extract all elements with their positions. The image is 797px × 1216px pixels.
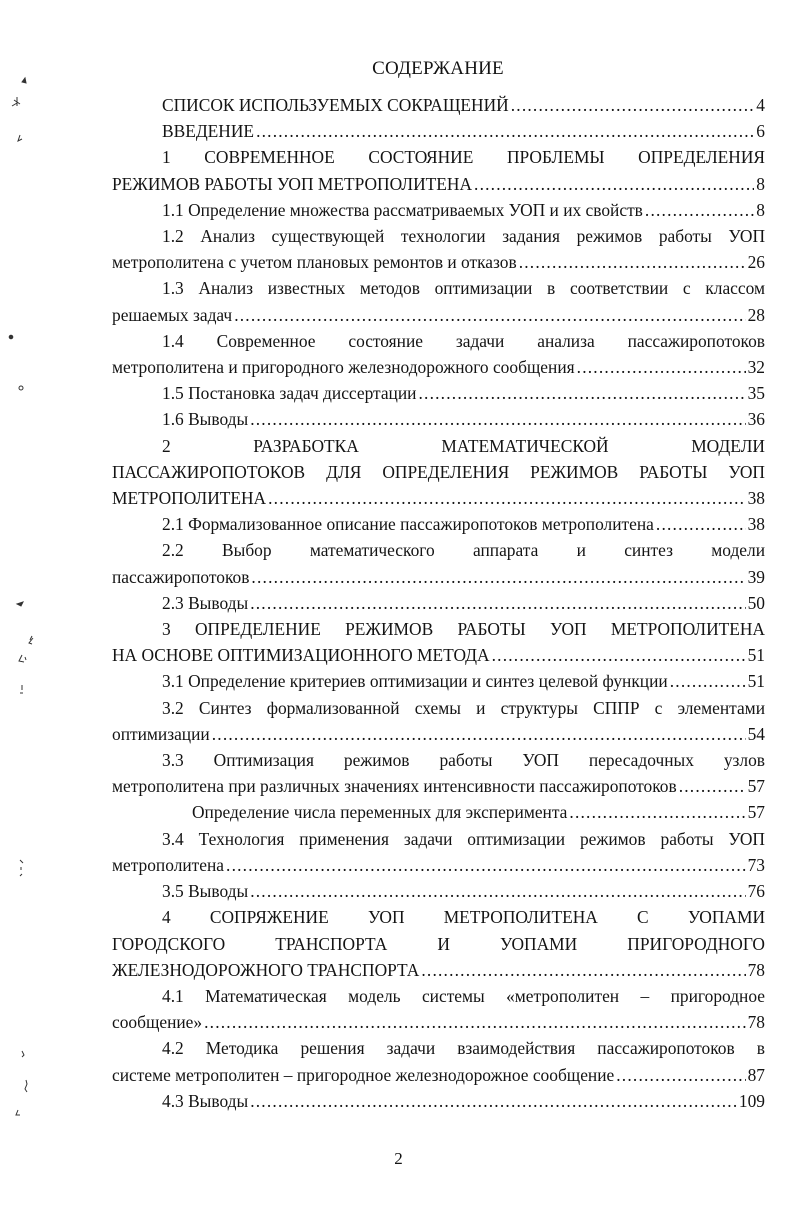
dot-leader <box>251 564 745 590</box>
speck <box>20 860 23 876</box>
toc-entry-text: метрополитена <box>112 854 225 875</box>
toc-entry-text: 3.5 Выводы <box>162 881 249 902</box>
toc-entry-text: 1.3 Анализ известных методов оптимизации в соответствии с классом <box>162 278 765 299</box>
speck <box>29 636 33 644</box>
toc-page-number: 38 <box>747 514 765 535</box>
toc-entry <box>112 747 765 799</box>
toc-page-number: 38 <box>747 488 765 509</box>
toc-page-number: 78 <box>747 959 765 980</box>
speck <box>19 655 26 662</box>
toc-page-number: 6 <box>756 121 765 142</box>
toc-entry-leader-line <box>112 564 765 590</box>
speck <box>18 135 22 141</box>
dot-leader <box>679 773 746 799</box>
toc-entry-text: 4.1 Математическая модель системы «метрополитен – пригородное <box>162 985 765 1006</box>
toc-entry <box>112 904 765 983</box>
toc-entry-leader-line <box>112 511 765 537</box>
toc-entry <box>112 668 765 694</box>
toc-entry-text: 1.4 Современное состояние задачи анализа пассажиропотоков <box>162 330 765 351</box>
toc-entry-text: 3.1 Определение критериев оптимизации и синтез целевой функции <box>162 671 668 692</box>
toc-entry <box>112 380 765 406</box>
toc-page-number: 73 <box>747 854 765 875</box>
dot-leader <box>250 406 745 432</box>
toc-entry <box>112 511 765 537</box>
dot-leader <box>421 957 745 983</box>
speck <box>19 386 23 390</box>
dot-leader <box>250 590 745 616</box>
toc-entry-text: метрополитена при различных значениях интенсивности пассажиропотоков <box>112 776 677 797</box>
toc-page-number: 32 <box>747 357 765 378</box>
toc-page-number: 28 <box>747 304 765 325</box>
toc-entry-text: Определение числа переменных для эксперимента <box>192 802 568 823</box>
toc-entry <box>112 328 765 380</box>
toc-entry-leader-line <box>112 197 765 223</box>
toc-entry <box>112 616 765 668</box>
speck <box>9 335 13 339</box>
speck <box>16 1110 20 1115</box>
speck <box>20 685 23 693</box>
dot-leader <box>474 171 754 197</box>
toc-page-number: 57 <box>747 776 765 797</box>
toc-entry-text: ПАССАЖИРОПОТОКОВ ДЛЯ ОПРЕДЕЛЕНИЯ РЕЖИМОВ РАБОТЫ УОП <box>112 461 765 482</box>
toc-entry-text: 2 РАЗРАБОТКА МАТЕМАТИЧЕСКОЙ МОДЕЛИ <box>162 435 765 456</box>
toc-entry-text: 2.2 Выбор математического аппарата и синтез модели <box>162 540 765 561</box>
toc-entry-leader-line <box>112 852 765 878</box>
toc-page-number: 39 <box>747 566 765 587</box>
dot-leader <box>418 380 745 406</box>
toc-entry-text: решаемых задач <box>112 304 233 325</box>
speck <box>22 78 26 83</box>
toc-entry-leader-line <box>112 92 765 118</box>
toc-page-number: 26 <box>747 252 765 273</box>
speck <box>22 1051 24 1057</box>
speck <box>12 97 20 106</box>
toc-entry-leader-line <box>112 799 765 825</box>
dot-leader <box>268 485 745 511</box>
toc-page-number: 78 <box>747 1012 765 1033</box>
toc-entry <box>112 197 765 223</box>
table-of-contents <box>112 92 765 1114</box>
toc-entry-text: 3.2 Синтез формализованной схемы и структуры СППР с элементами <box>162 697 765 718</box>
toc-entry-text: СПИСОК ИСПОЛЬЗУЕМЫХ СОКРАЩЕНИЙ <box>162 95 509 115</box>
toc-entry-text: 1.2 Анализ существующей технологии задания режимов работы УОП <box>162 226 765 247</box>
toc-entry-text: метрополитена с учетом плановых ремонтов и отказов <box>112 252 517 273</box>
dot-leader <box>577 354 746 380</box>
toc-entry-text: 1.5 Постановка задач диссертации <box>162 383 417 404</box>
toc-entry-leader-line <box>112 302 765 328</box>
toc-entry <box>112 433 765 512</box>
toc-page-number: 87 <box>747 1064 765 1085</box>
toc-entry-leader-line <box>112 171 765 197</box>
toc-entry <box>112 983 765 1035</box>
toc-page-number: 8 <box>756 199 765 220</box>
toc-entry-leader-line <box>112 354 765 380</box>
toc-entry-text: 2.3 Выводы <box>162 592 249 613</box>
toc-entry <box>112 406 765 432</box>
toc-entry <box>112 118 765 144</box>
toc-entry-leader-line <box>112 249 765 275</box>
dot-leader <box>250 878 745 904</box>
toc-entry-text: 3.3 Оптимизация режимов работы УОП пересадочных узлов <box>162 750 765 771</box>
toc-page-number: 51 <box>747 645 765 666</box>
toc-page-number: 109 <box>738 1090 765 1111</box>
toc-page-number: 35 <box>747 383 765 404</box>
toc-entry-leader-line <box>112 1009 765 1035</box>
dot-leader <box>234 302 745 328</box>
dot-leader <box>250 1088 737 1114</box>
toc-entry-text: 2.1 Формализованное описание пассажиропотоков метрополитена <box>162 514 654 535</box>
toc-entry-leader-line <box>112 485 765 511</box>
toc-entry-leader-line <box>112 773 765 799</box>
toc-entry-text: 1 СОВРЕМЕННОЕ СОСТОЯНИЕ ПРОБЛЕМЫ ОПРЕДЕЛЕНИЯ <box>162 147 765 168</box>
dot-leader <box>256 118 754 144</box>
toc-entry-text: ЖЕЛЕЗНОДОРОЖНОГО ТРАНСПОРТА <box>112 959 420 980</box>
dot-leader <box>226 852 746 878</box>
dot-leader <box>204 1009 746 1035</box>
toc-entry-leader-line <box>112 406 765 432</box>
toc-entry-leader-line <box>112 642 765 668</box>
speck <box>25 1080 27 1092</box>
toc-page-number: 76 <box>747 881 765 902</box>
toc-entry-leader-line <box>112 1062 765 1088</box>
toc-entry <box>112 537 765 589</box>
toc-entry-text: пассажиропотоков <box>112 566 250 587</box>
toc-entry-text: МЕТРОПОЛИТЕНА <box>112 488 267 509</box>
toc-entry <box>112 1088 765 1114</box>
toc-entry-leader-line <box>112 957 765 983</box>
dot-leader <box>519 249 746 275</box>
dot-leader <box>616 1062 745 1088</box>
page-title: СОДЕРЖАНИЕ <box>372 58 504 79</box>
toc-entry <box>112 223 765 275</box>
toc-page-number: 57 <box>747 802 765 823</box>
dot-leader <box>511 92 755 118</box>
toc-entry-text: 3 ОПРЕДЕЛЕНИЕ РЕЖИМОВ РАБОТЫ УОП МЕТРОПОЛИТЕНА <box>162 619 765 640</box>
toc-entry-leader-line <box>112 380 765 406</box>
toc-entry-text: ВВЕДЕНИЕ <box>162 121 255 142</box>
dot-leader <box>670 668 746 694</box>
dot-leader <box>645 197 754 223</box>
toc-entry-text: системе метрополитен – пригородное железнодорожное сообщение <box>112 1064 615 1085</box>
speck <box>17 602 23 606</box>
toc-entry <box>112 590 765 616</box>
toc-entry-text: метрополитена и пригородного железнодорожного сообщения <box>112 357 575 378</box>
toc-entry-text: оптимизации <box>112 723 210 744</box>
toc-entry-text: 3.4 Технология применения задачи оптимизации режимов работы УОП <box>162 828 765 849</box>
toc-entry <box>112 144 765 196</box>
scan-specks <box>0 0 40 1216</box>
toc-entry-text: 1.1 Определение множества рассматриваемых УОП и их свойств <box>162 199 643 220</box>
page-number: 2 <box>394 1149 403 1168</box>
dot-leader <box>212 721 746 747</box>
toc-entry-leader-line <box>112 118 765 144</box>
toc-page-number: 54 <box>747 723 765 744</box>
toc-entry <box>112 1035 765 1087</box>
toc-entry <box>112 799 765 825</box>
toc-page-number: 36 <box>747 409 765 430</box>
toc-entry-text: РЕЖИМОВ РАБОТЫ УОП МЕТРОПОЛИТЕНА <box>112 173 473 194</box>
toc-entry-leader-line <box>112 590 765 616</box>
toc-entry-leader-line <box>112 721 765 747</box>
toc-page-number: 4 <box>756 95 765 115</box>
toc-entry-leader-line <box>112 668 765 694</box>
toc-entry-text: 4 СОПРЯЖЕНИЕ УОП МЕТРОПОЛИТЕНА С УОПАМИ <box>162 907 765 928</box>
toc-entry-text: ГОРОДСКОГО ТРАНСПОРТА И УОПАМИ ПРИГОРОДНОГО <box>112 933 765 954</box>
toc-page-number: 8 <box>756 173 765 194</box>
toc-entry-text: 4.2 Методика решения задачи взаимодействия пассажиропотоков в <box>162 1038 765 1059</box>
toc-page-number: 51 <box>747 671 765 692</box>
toc-entry-text: 1.6 Выводы <box>162 409 249 430</box>
toc-entry <box>112 275 765 327</box>
toc-entry-text: сообщение» <box>112 1012 203 1033</box>
dot-leader <box>492 642 746 668</box>
dot-leader <box>569 799 745 825</box>
toc-entry <box>112 878 765 904</box>
toc-entry-leader-line <box>112 878 765 904</box>
toc-page-number: 50 <box>747 592 765 613</box>
toc-entry <box>112 826 765 878</box>
toc-entry-leader-line <box>112 1088 765 1114</box>
toc-entry <box>112 695 765 747</box>
toc-entry-text: НА ОСНОВЕ ОПТИМИЗАЦИОННОГО МЕТОДА <box>112 645 490 666</box>
dot-leader <box>656 511 746 537</box>
toc-entry <box>112 92 765 118</box>
toc-entry-text: 4.3 Выводы <box>162 1090 249 1111</box>
